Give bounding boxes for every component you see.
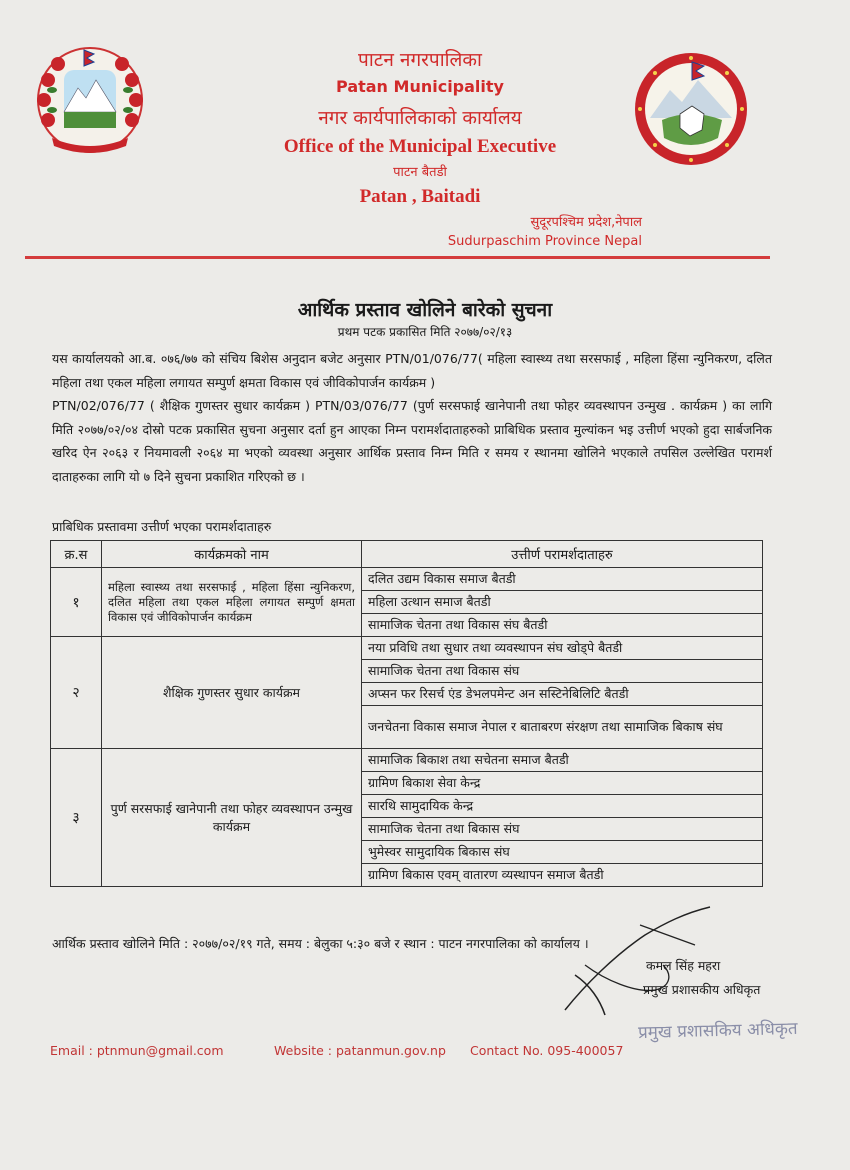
notice-paragraph-2: PTN/02/076/77 ( शैक्षिक गुणस्तर सुधार कार्यक्रम ) PTN/03/076/77 (पुर्ण सरसफाई खानेपानी तथा फोहर व्यवस्थापन उन्मुख . कार्यक्रम ) का लागि मिति २०७७/०२/०४ दोस्रो पटक प्रकासित सुचना अनुसार दर्ता हुन आएका निम्न परामर्शदाताहरुको प्राबिधिक प्रस्ताव मुल्यांकन भइ उत्तीर्ण भएको हुदा सार्बजनिक खरिद ऐन २०६३ र नियमावली २०६४ मा भएको व्यवस्था अनुसार आर्थिक प्रस्ताव निम्न मिति र समय र स्थानमा खोलिने भएकाले तपसिल उल्लेखित परामर्श दाताहरुका लागि यो ७ दिने सुचना प्रकाशित गरिएको छ ।	[52, 398, 772, 484]
row-sn: ३	[51, 749, 102, 887]
consultant-cell: जनचेतना विकास समाज नेपाल र बाताबरण संरक्षण तथा सामाजिक बिकाष संघ	[362, 706, 763, 749]
office-name-english: Office of the Municipal Executive	[283, 136, 557, 157]
consultant-cell: सामाजिक बिकाश तथा सचेतना समाज बैतडी	[362, 749, 763, 772]
table-row	[51, 749, 763, 772]
consultant-cell: अप्सन फर रिसर्च एंड डेभलपमेन्ट अन सस्टिनेबिलिटि बैतडी	[362, 683, 763, 706]
notice-subtitle: प्रथम पटक प्रकासित मिति २०७७/०२/१३	[337, 325, 513, 339]
consultant-cell: दलित उद्यम विकास समाज बैतडी	[362, 568, 763, 591]
opening-details: आर्थिक प्रस्ताव खोलिने मिति : २०७७/०२/१९ गते, समय : बेलुका ५:३० बजे र स्थान : पाटन नगरपालिका को कार्यालय ।	[52, 936, 589, 951]
consultant-cell: भुमेस्वर सामुदायिक बिकास संघ	[362, 841, 763, 864]
consultant-cell: सारथि सामुदायिक केन्द्र	[362, 795, 763, 818]
consultants-table	[50, 540, 763, 887]
notice-title: आर्थिक प्रस्ताव खोलिने बारेको सुचना	[297, 299, 553, 321]
footer-email: Email : ptnmun@gmail.com	[50, 1043, 224, 1058]
consultant-cell: सामाजिक चेतना तथा विकास संघ	[362, 660, 763, 683]
province-english: Sudurpaschim Province Nepal	[447, 234, 642, 249]
table-header-row	[51, 541, 763, 568]
signatory-name: कमल सिंह महरा	[646, 958, 721, 973]
footer-contact: Contact No. 095-400057	[470, 1043, 624, 1058]
header-divider	[25, 256, 770, 259]
notice-body	[52, 347, 772, 488]
signatory-title: प्रमुख प्रशासकीय अधिकृत	[643, 982, 761, 997]
header-consultants: उत्तीर्ण परामर्शदाताहरु	[362, 541, 763, 568]
header-program: कार्यक्रमको नाम	[102, 541, 362, 568]
table-row	[51, 568, 763, 591]
table-row	[51, 637, 763, 660]
municipality-name-nepali: पाटन नगरपालिका	[358, 49, 482, 71]
row-program: पुर्ण सरसफाई खानेपानी तथा फोहर व्यवस्थापन उन्मुख कार्यक्रम	[102, 749, 362, 887]
office-name-nepali: नगर कार्यपालिकाको कार्यालय	[318, 107, 522, 129]
consultant-cell: ग्रामिण बिकास एवम् वातारण व्यस्थापन समाज बैतडी	[362, 864, 763, 887]
province-nepali: सुदूरपश्चिम प्रदेश,नेपाल	[530, 215, 642, 230]
consultant-cell: नया प्रविधि तथा सुधार तथा व्यवस्थापन संघ खोड्पे बैतडी	[362, 637, 763, 660]
municipality-name-english: Patan Municipality	[336, 77, 504, 96]
place-english: Patan , Baitadi	[359, 186, 481, 207]
consultant-cell: महिला उत्थान समाज बैतडी	[362, 591, 763, 614]
consultant-cell: सामाजिक चेतना तथा बिकास संघ	[362, 818, 763, 841]
row-program: शैक्षिक गुणस्तर सुधार कार्यक्रम	[102, 637, 362, 749]
place-nepali: पाटन बैतडी	[393, 165, 447, 180]
table-caption: प्राबिधिक प्रस्तावमा उत्तीर्ण भएका परामर्शदाताहरु	[52, 519, 272, 534]
consultant-cell: ग्रामिण बिकाश सेवा केन्द्र	[362, 772, 763, 795]
consultant-cell: सामाजिक चेतना तथा विकास संघ बैतडी	[362, 614, 763, 637]
row-sn: २	[51, 637, 102, 749]
nepal-emblem-icon	[30, 42, 150, 160]
row-sn: १	[51, 568, 102, 637]
footer-website: Website : patanmun.gov.np	[274, 1043, 446, 1058]
row-program: महिला स्वास्थ्य तथा सरसफाई , महिला हिंसा न्युनिकरण, दलित महिला तथा एकल महिला लगायत सम्पुर्ण क्षमता विकास एवं जीविकोपार्जन कार्यक्रम	[102, 568, 362, 637]
header-sn: क्र.स	[51, 541, 102, 568]
official-stamp: प्रमुख प्रशासकिय अधिकृत	[637, 1018, 798, 1044]
notice-paragraph-1: यस कार्यालयको आ.ब. ०७६/७७ को संचिय बिशेस अनुदान बजेट अनुसार PTN/01/076/77( महिला स्वास्थ्य तथा सरसफाई , महिला हिंसा न्युनिकरण, दलित महिला तथा एकल महिला लगायत सम्पुर्ण क्षमता विकास एवं जीविकोपार्जन कार्यक्रम )	[52, 351, 772, 390]
